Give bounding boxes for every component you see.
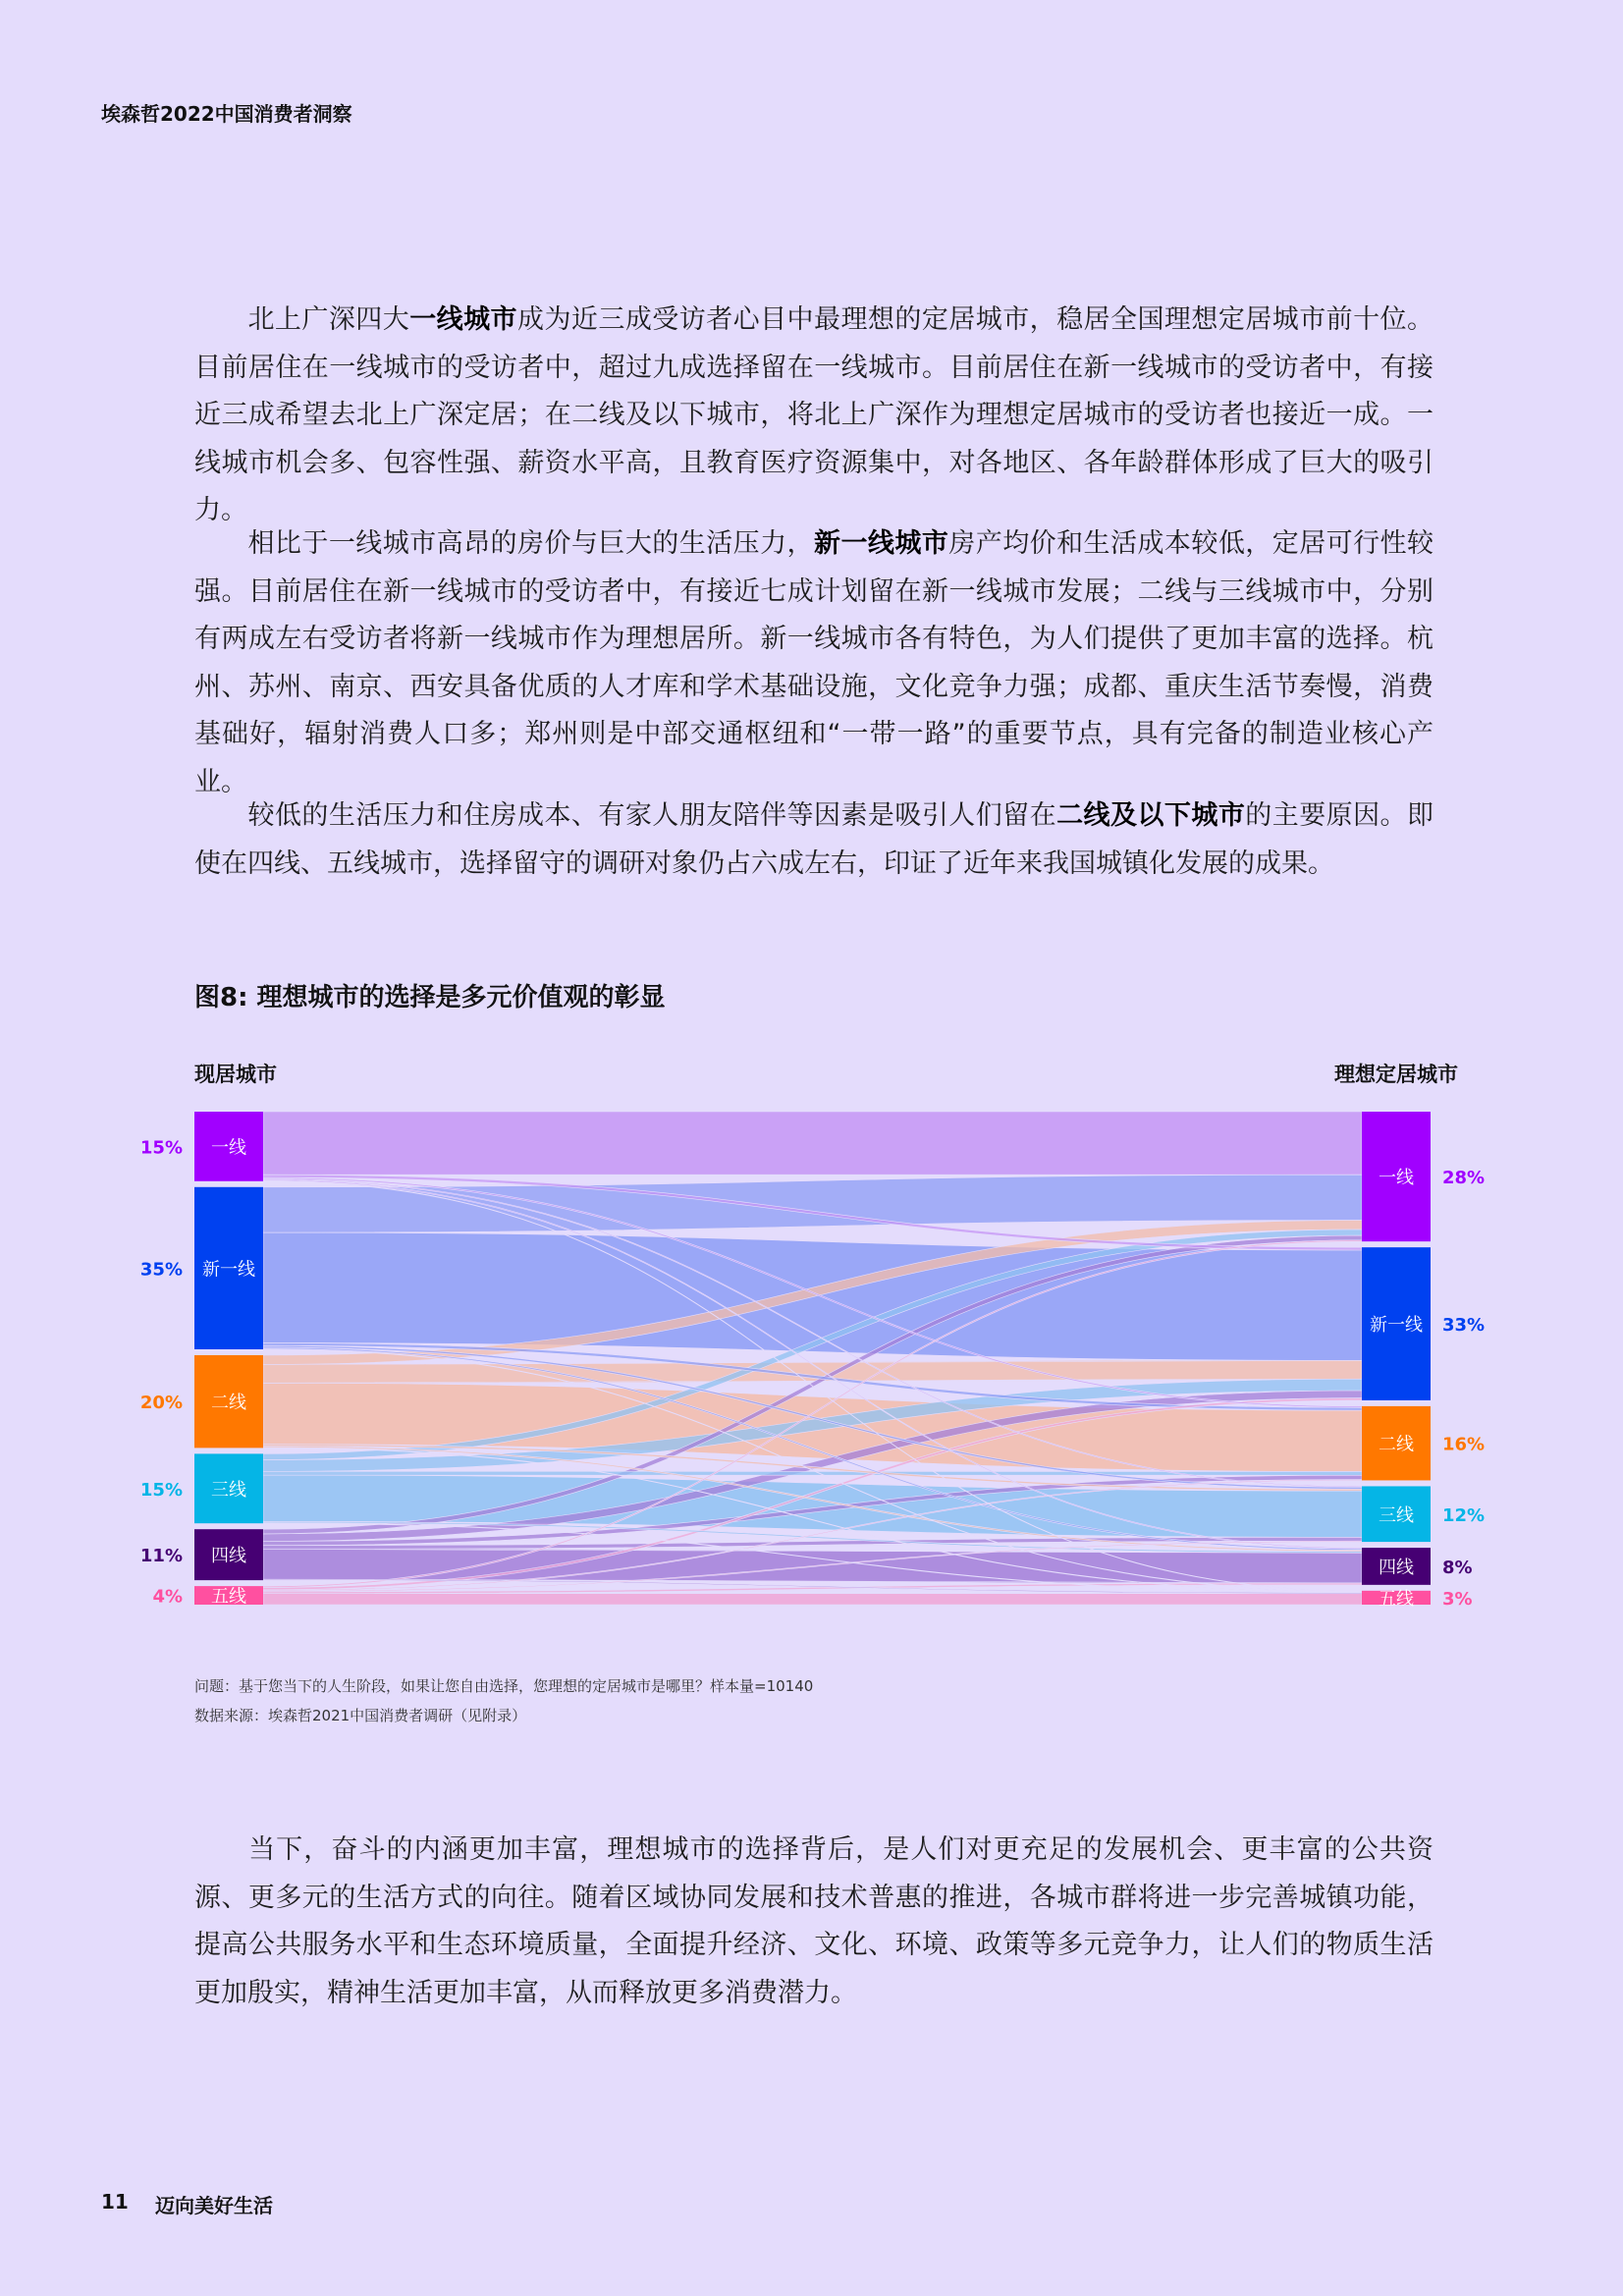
left-node-label: 三线 [211,1479,246,1501]
bold-keyword: 新一线城市 [814,528,949,559]
left-node-percent: 4% [152,1586,183,1608]
footer-section-title: 迈向美好生活 [155,2194,273,2217]
text-run: 成为近三成受访者心目中最理想的定居城市，稳居全国理想定居城市前十位。目前居住在一线城市的受访者中，超过九成选择留在一线城市。目前居住在新一线城市的受访者中，有接近三成希望去北上广深定居；在二线及以下城市，将北上广深作为理想定居城市的受访者也接近一成。一线城市机会多、包容性强、薪资水平高，且教育医疗资源集中，对各地区、各年龄群体形成了巨大的吸引力。 [194,304,1434,525]
right-node-label: 四线 [1379,1557,1414,1578]
right-node-label: 三线 [1379,1504,1414,1526]
left-node-percent: 20% [139,1393,183,1414]
report-title: 埃森哲2022中国消费者洞察 [101,102,352,126]
right-node-label: 一线 [1379,1168,1414,1189]
text-run: 房产均价和生活成本较低，定居可行性较强。目前居住在新一线城市的受访者中，有接近七成计划留在新一线城市发展；二线与三线城市中，分别有两成左右受访者将新一线城市作为理想居所。新一线城市各有特色，为人们提供了更加丰富的选择。杭州、苏州、南京、西安具备优质的人才库和学术基础设施，文化竞争力强；成都、重庆生活节奏慢，消费基础好，辐射消费人口多；郑州则是中部交通枢纽和“一带一路”的重要节点，具有完备的制造业核心产业。 [194,528,1434,797]
right-node-percent: 28% [1442,1168,1486,1189]
data-source-note: 数据来源：埃森哲2021中国消费者调研（见附录） [194,1707,527,1724]
left-node-percent: 35% [139,1259,183,1281]
left-node-label: 四线 [211,1546,246,1567]
text-run: 较低的生活压力和住房成本、有家人朋友陪伴等因素是吸引人们留在 [247,800,1057,831]
page-number: 11 [101,2190,129,2214]
left-axis-title: 现居城市 [194,1063,277,1086]
right-node-percent: 33% [1442,1315,1486,1337]
left-node-label: 新一线 [202,1259,255,1281]
sankey-flow-0-0 [263,1112,1362,1175]
sankey-flow-3-2 [263,1471,1362,1475]
left-node-percent: 15% [139,1479,183,1501]
left-node-label: 一线 [211,1137,246,1159]
right-node-percent: 12% [1442,1504,1486,1526]
right-node-label: 新一线 [1370,1315,1423,1337]
right-node-percent: 3% [1442,1588,1473,1610]
right-node-label: 五线 [1379,1588,1414,1610]
text-run: 相比于一线城市高昂的房价与巨大的生活压力， [247,528,814,559]
right-node-percent: 8% [1442,1557,1473,1578]
bold-keyword: 一线城市 [409,304,518,335]
left-node-label: 二线 [211,1393,246,1414]
sankey-flow-1-0 [263,1175,1362,1232]
right-axis-title: 理想定居城市 [1334,1063,1458,1086]
left-node-label: 五线 [211,1586,246,1608]
right-node-label: 二线 [1379,1434,1414,1455]
paragraph-4 [194,1827,1434,2017]
text-run: 的主要原因。即使在四线、五线城市，选择留守的调研对象仍占六成左右，印证了近年来我国城镇化发展的成果。 [194,800,1434,879]
left-node-percent: 15% [139,1137,183,1159]
left-node-percent: 11% [139,1546,183,1567]
bold-keyword: 二线及以下城市 [1056,800,1246,831]
figure-title: 图8: 理想城市的选择是多元价值观的彰显 [194,983,666,1012]
text-run: 当下，奋斗的内涵更加丰富，理想城市的选择背后，是人们对更充足的发展机会、更丰富的公共资源、更多元的生活方式的向往。随着区域协同发展和技术普惠的推进，各城市群将进一步完善城镇功能，提高公共服务水平和生态环境质量，全面提升经济、文化、环境、政策等多元竞争力，让人们的物质生活更加殷实，精神生活更加丰富，从而释放更多消费潜力。 [194,1834,1434,2008]
survey-question-note: 问题：基于您当下的人生阶段，如果让您自由选择，您理想的定居城市是哪里？样本量=10140 [194,1677,814,1695]
sankey-links [263,1112,1362,1605]
right-node-percent: 16% [1442,1434,1486,1455]
sankey-flow-5-5 [263,1594,1362,1605]
text-run: 北上广深四大 [247,304,410,335]
